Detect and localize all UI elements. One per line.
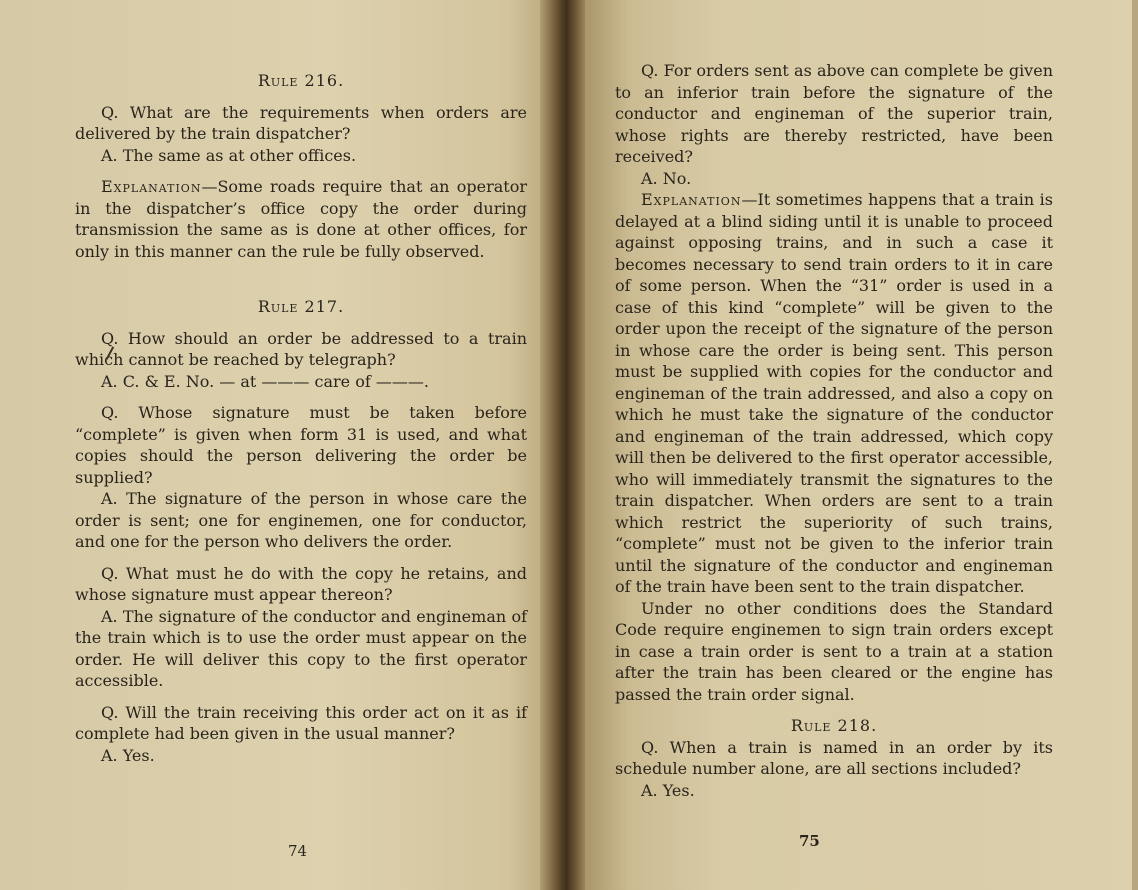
page-number: 74: [288, 842, 308, 860]
body-paragraph: Under no other conditions does the Standard Code require enginemen to sign train orders except in case a train order is sent to a train at a station after the train has been cleared or the engine has passed the train order signal.: [615, 598, 1053, 704]
answer-paragraph: A. Yes.: [641, 780, 695, 800]
explanation-paragraph: [75, 176, 527, 262]
answer-paragraph: A. The signature of the person in whose care the order is sent; one for enginemen, one for conductor, and one for the person who delivers the order.: [75, 489, 527, 551]
rule-216-heading: Rule 216.: [257, 71, 345, 90]
question-paragraph: Q. For orders sent as above can complete be given to an inferior train before the signature of the conductor and engineman of the superior train, whose rights are thereby restricted, have been received?: [615, 61, 1053, 166]
explanation-text: —Some roads require that an operator in the dispatcher’s office copy the order during transmission the same as is done at other offices, for only in this manner can the rule be fully observed.: [75, 177, 527, 261]
rule-217-heading: Rule 217.: [257, 297, 345, 316]
explanation-label: Explanation: [641, 190, 742, 209]
page-number: 75: [799, 832, 820, 850]
right-page: [585, 0, 1138, 890]
answer-paragraph: A. C. & E. No. — at ——— care of ———.: [101, 371, 429, 391]
explanation-paragraph: [615, 189, 1053, 598]
question-paragraph: Q. When a train is named in an order by its schedule number alone, are all sections included?: [615, 737, 1053, 778]
left-page-text: [75, 70, 527, 766]
question-paragraph: Q. What are the requirements when orders are delivered by the train dispatcher?: [75, 102, 527, 143]
rule-218-heading: Rule 218.: [790, 716, 878, 735]
question-paragraph: Q. Will the train receiving this order act on it as if complete had been given in the usual manner?: [75, 702, 527, 743]
explanation-text: —It sometimes happens that a train is delayed at a blind siding until it is unable to proceed against opposing trains, and in such a case it becomes necessary to send train orders to it in care of some person. When the “31” order is used in a case of this kind “complete” will be given to the order upon the receipt of the signature of the person in whose care the order is being sent. This person must be supplied with copies for the conductor and engineman of the train addressed, and also a copy on which he must take the signature of the conductor and engineman of the train addressed, which copy will then be delivered to the first operator accessible, who will immediately transmit the signatures to the train dispatcher. When orders are sent to a train which restrict the superiority of such trains, “complete” must not be given to the inferior train until the signature of the conductor and engineman of the train have been sent to the train dispatcher.: [615, 190, 1053, 596]
answer-paragraph: A. Yes.: [101, 745, 155, 765]
right-page-text: [615, 60, 1053, 801]
explanation-label: Explanation: [101, 177, 202, 196]
answer-paragraph: A. The same as at other offices.: [101, 145, 357, 165]
page-edge: [1132, 0, 1138, 890]
answer-paragraph: A. The signature of the conductor and engineman of the train which is to use the order must appear on the order. He will deliver this copy to the first operator accessible.: [75, 606, 527, 690]
question-paragraph: Q. What must he do with the copy he retains, and whose signature must appear thereon?: [75, 563, 527, 604]
question-paragraph: Q. Whose signature must be taken before “complete” is given when form 31 is used, and what copies should the person delivering the order be supplied?: [75, 403, 527, 487]
question-paragraph: Q. How should an order be addressed to a train which cannot be reached by telegraph?: [75, 328, 527, 369]
left-page: [0, 0, 552, 890]
book-gutter: [540, 0, 588, 890]
answer-paragraph: A. No.: [641, 168, 692, 188]
